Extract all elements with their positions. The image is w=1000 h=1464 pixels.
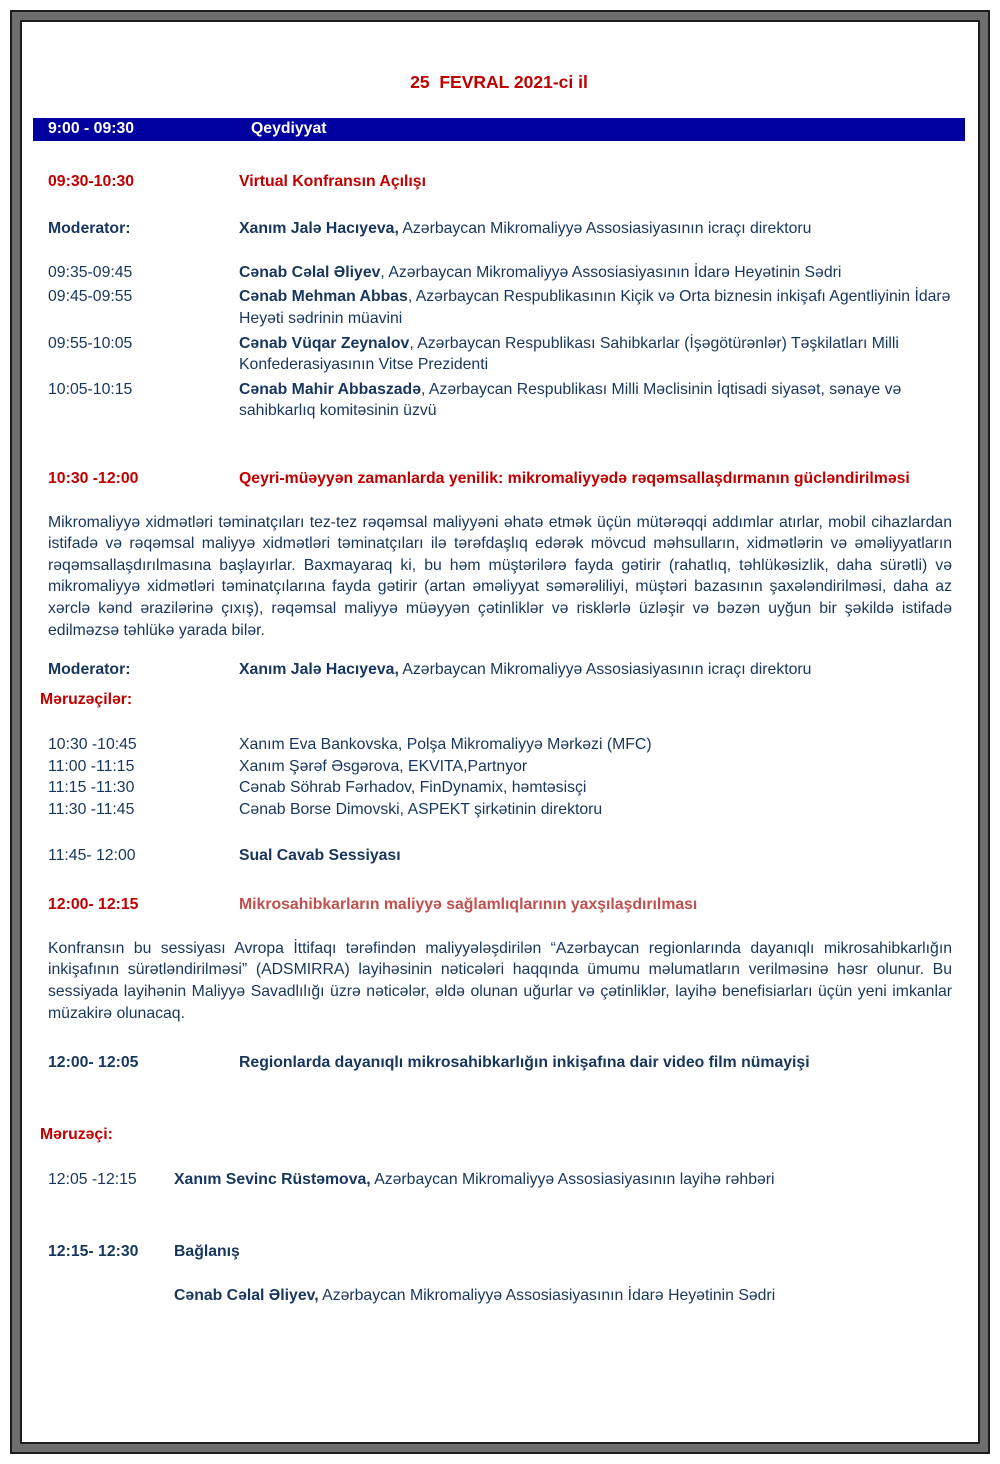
moderator2-text <box>239 659 952 681</box>
speaker-desc: , Azərbaycan Respublikası Sahibkarlar (İşəgötürənlər) Təşkilatları Milli Konfederasiyasının Vitse Prezidenti <box>239 334 899 374</box>
moderator1-label: Moderator: <box>48 220 131 238</box>
closing-time: 12:15- 12:30 <box>48 1243 139 1260</box>
session3-time: 12:00- 12:15 <box>48 896 139 914</box>
speaker-row <box>48 286 952 329</box>
registration-time: 9:00 - 09:30 <box>48 120 135 138</box>
video-time: 12:00- 12:05 <box>48 1054 139 1072</box>
closing-speaker-row <box>48 1285 952 1307</box>
moderator2-desc: Azərbaycan Mikromaliyyə Assosiasiyasının icraçı direktoru <box>398 661 812 679</box>
session2-heading-row <box>48 468 952 490</box>
page-frame <box>10 10 990 1454</box>
speaker-text <box>239 262 952 284</box>
speaker-text: Xanım Şərəf Əsgərova, EKVITA,Partnyor <box>239 757 528 775</box>
speaker-time: 11:15 -11:30 <box>48 779 135 797</box>
moderator2-label: Moderator: <box>48 661 131 679</box>
opening-session-row <box>48 171 952 193</box>
session2-title: Qeyri-müəyyən zamanlarda yenilik: mikromaliyyədə rəqəmsallaşdırmanın gücləndirilməsi <box>239 469 910 487</box>
qa-session-row <box>48 845 952 867</box>
speaker-time: 10:05-10:15 <box>48 380 133 398</box>
speaker-text <box>239 333 952 376</box>
speaker-time: 11:00 -11:15 <box>48 757 135 775</box>
qa-title: Sual Cavab Sessiyası <box>239 846 401 864</box>
speaker-time: 10:30 -10:45 <box>48 736 137 754</box>
speaker3-label: Məruzəçi: <box>40 1125 113 1143</box>
opening-session-time: 09:30-10:30 <box>48 172 135 190</box>
speaker-text: Cənab Borse Dimovski, ASPEKT şirkətinin direktoru <box>239 801 603 819</box>
speaker3-name: Xanım Sevinc Rüstəmova, <box>174 1171 371 1189</box>
session2-speakers-list <box>48 734 952 820</box>
speaker-desc: , Azərbaycan Respublikası Milli Məclisinin İqtisadi siyasət, sənaye və sahibkarlıq komitəsinin üzvü <box>239 380 902 420</box>
session2-description: Mikromaliyyə xidmətləri təminatçıları tez-tez rəqəmsal maliyyəni əhatə etmək üçün mütərəqqi addımlar atırlar, mobil cihazlardan istifadə və rəqəmsal maliyyə xidmətləri təminatçıları ilə tərəfdaşlıq edərək mövcud məhsulların, xidmətlərin və əməliyyatların rəqəmsallaşdırılmasına başlayırlar. Baxmayaraq ki, bu həm müştərilərə fayda gətirir (rahatlıq, təhlükəsizlik, daha sürətli) və mikromaliyyə xidmətləri təminatçılarına fayda gətirir (artan əməliyyat səmərəliliyi, müştəri bazasının şaxələndirilməsi, daha az xərclə kənd ərazilərinə çıxış), rəqəmsal maliyyə müəyyən çətinliklər və risklərlə üzləşir və bəzən uyğun bir şəkildə istifadə edilməzsə təhlükə yarada bilər. <box>48 513 952 639</box>
speaker-row <box>48 734 952 756</box>
speaker-text <box>239 286 952 329</box>
session3-description: Konfransın bu sessiyası Avropa İttifaqı tərəfindən maliyyələşdirilən “Azərbaycan regionlarında dayanıqlı mikrosahibkarlığın inkişafının sürətləndirilməsi” (ADSMIRRA) layihəsinin nəticələri haqqında ümumu məlumatların verilməsinə həsr olunur. Bu sessiyada layihənin Maliyyə Savadlılığı üzrə nəticələr, əldə olunan uğurlar və çətinliklər, layihə benefisiarları üçün yeni imkanlar müzakirə olunacaq. <box>48 939 952 1022</box>
closing-speaker-desc: Azərbaycan Mikromaliyyə Assosiasiyasının İdarə Heyətinin Sədri <box>318 1286 776 1304</box>
closing-row <box>48 1241 952 1263</box>
qa-time: 11:45- 12:00 <box>48 846 136 864</box>
session2-time: 10:30 -12:00 <box>48 469 139 487</box>
speaker-row <box>48 262 952 284</box>
speaker-desc: , Azərbaycan Mikromaliyyə Assosiasiyasının İdarə Heyətinin Sədri <box>380 263 842 281</box>
speakers2-label: Məruzəçilər: <box>40 690 133 708</box>
speaker-name: Cənab Vüqar Zeynalov <box>239 334 410 352</box>
speaker-time: 09:45-09:55 <box>48 288 133 306</box>
program-body <box>33 171 965 1307</box>
speaker3-text <box>174 1169 952 1191</box>
speaker-row <box>48 756 952 778</box>
speaker-text: Cənab Söhrab Fərhadov, FinDynamix, həmtəsisçi <box>239 779 587 797</box>
opening-session-title: Virtual Konfransın Açılışı <box>239 172 426 190</box>
session3-title: Mikrosahibkarların maliyyə sağlamlıqlarının yaxşılaşdırılması <box>239 896 698 914</box>
speaker3-desc: Azərbaycan Mikromaliyyə Assosiasiyasının layihə rəhbəri <box>370 1171 775 1189</box>
closing-speaker-name: Cənab Cəlal Əliyev, <box>174 1286 319 1304</box>
speaker-time: 11:30 -11:45 <box>48 801 135 819</box>
speaker-time: 09:35-09:45 <box>48 263 133 281</box>
speaker-name: Cənab Mahir Abbaszadə <box>239 380 421 398</box>
opening-speakers-list <box>48 262 952 422</box>
moderator2-name: Xanım Jalə Hacıyeva, <box>239 661 399 679</box>
speaker3-row <box>48 1169 952 1191</box>
speaker-time: 09:55-10:05 <box>48 334 133 352</box>
video-session-row <box>48 1052 952 1074</box>
speaker-row <box>48 777 952 799</box>
page-title: 25 FEVRAL 2021-ci il <box>410 72 588 92</box>
speaker-desc: , Azərbaycan Respublikasının Kiçik və Orta biznesin inkişafı Agentliyinin İdarə Heyəti sədrinin müavini <box>239 288 951 327</box>
speaker3-time: 12:05 -12:15 <box>48 1171 137 1189</box>
speaker-row <box>48 799 952 821</box>
moderator1-text <box>239 218 952 240</box>
speaker-name: Cənab Cəlal Əliyev <box>239 263 381 281</box>
closing-title: Bağlanış <box>174 1243 240 1260</box>
speaker-name: Cənab Mehman Abbas <box>239 288 408 306</box>
registration-bar <box>33 118 965 141</box>
speaker-text: Xanım Eva Bankovska, Polşa Mikromaliyyə Mərkəzi (MFC) <box>239 736 652 754</box>
speaker-row <box>48 333 952 376</box>
moderator1-row <box>48 218 952 240</box>
video-title: Regionlarda dayanıqlı mikrosahibkarlığın inkişafına dair video film nümayişi <box>239 1054 810 1072</box>
moderator1-desc: Azərbaycan Mikromaliyyə Assosiasiyasının icraçı direktoru <box>398 220 812 238</box>
closing-speaker-text <box>174 1285 952 1307</box>
speaker-text <box>239 379 952 422</box>
speaker-row <box>48 379 952 422</box>
registration-label: Qeydiyyat <box>251 120 327 138</box>
moderator2-row <box>48 659 952 681</box>
moderator1-name: Xanım Jalə Hacıyeva, <box>239 220 399 238</box>
session3-heading-row <box>48 894 952 916</box>
